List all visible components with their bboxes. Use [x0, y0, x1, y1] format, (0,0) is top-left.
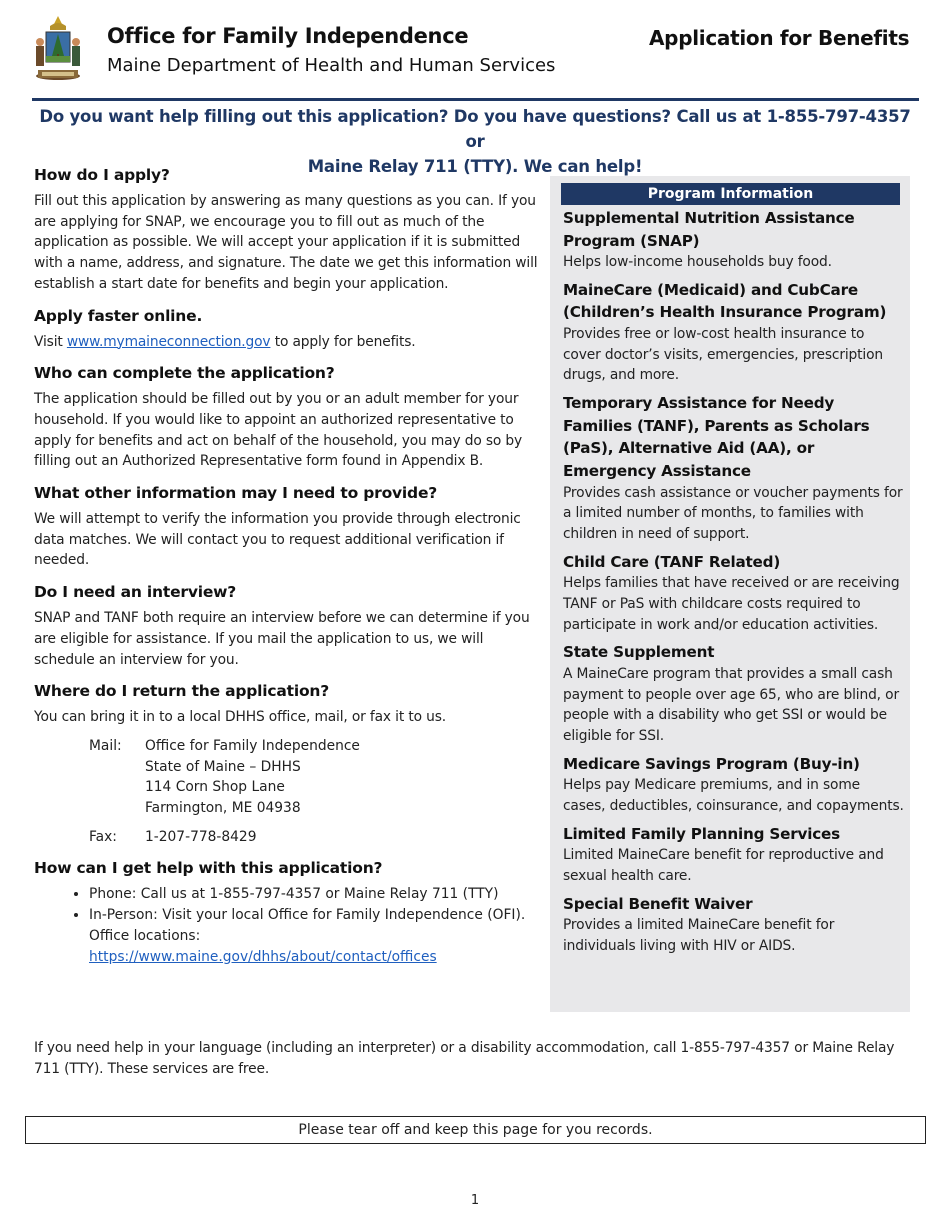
org-subtitle: Maine Department of Health and Human Services: [107, 55, 556, 76]
program-description: Helps pay Medicare premiums, and in some cases, deductibles, coinsurance, and copayments.: [563, 777, 904, 815]
return-heading: Where do I return the application?: [34, 682, 330, 701]
application-title: Application for Benefits: [649, 26, 910, 50]
program-item: [563, 207, 905, 273]
who-text: The application should be filled out by you or an adult member for your household. If you would like to appoint an authorized representative to apply for benefits and act on behalf of the household, you may do so by filling out an Authorized Representative form found in Appendix B.: [34, 391, 523, 470]
help-heading: How can I get help with this application?: [34, 859, 383, 878]
program-item: [563, 823, 905, 887]
mail-address: [89, 736, 542, 819]
tear-off-notice: Please tear off and keep this page for you records.: [25, 1116, 926, 1144]
info-heading: What other information may I need to provide?: [34, 484, 438, 503]
mail-line: Office for Family Independence: [145, 737, 360, 754]
program-title: MaineCare (Medicaid) and CubCare (Children’s Health Insurance Program): [563, 280, 887, 322]
program-title: State Supplement: [563, 643, 715, 662]
online-heading: Apply faster online.: [34, 306, 203, 325]
program-title: Special Benefit Waiver: [563, 894, 753, 913]
mail-lines: [145, 736, 360, 819]
mail-label: Mail:: [89, 737, 122, 754]
header-divider: [32, 98, 919, 101]
program-item: [563, 641, 905, 746]
program-item: [563, 551, 905, 636]
program-title: Medicare Savings Program (Buy-in): [563, 754, 860, 773]
help-banner-line-1: Do you want help filling out this application? Do you have questions? Call us at 1-855-797-4357 or: [39, 107, 911, 151]
program-title: Supplemental Nutrition Assistance Program (SNAP): [563, 209, 855, 250]
online-text: [34, 332, 542, 353]
return-text: You can bring it in to a local DHHS office, mail, or fax it to us.: [34, 709, 447, 726]
program-title: Child Care (TANF Related): [563, 552, 781, 571]
help-inperson-item: [89, 905, 542, 967]
instructions-column: [34, 162, 542, 967]
program-title: Limited Family Planning Services: [563, 824, 840, 843]
interview-heading: Do I need an interview?: [34, 583, 237, 602]
program-description: Provides free or low-cost health insurance to cover doctor’s visits, emergencies, prescription drugs, and more.: [563, 326, 883, 384]
interview-text: SNAP and TANF both require an interview before we can determine if you are eligible for assistance. If you mail the application to us, we will schedule an interview for you.: [34, 610, 530, 668]
mail-line: 114 Corn Shop Lane: [145, 779, 285, 796]
page-number: 1: [470, 1193, 480, 1208]
org-title: Office for Family Independence: [107, 24, 469, 48]
info-text: We will attempt to verify the information you provide through electronic data matches. We will contact you to request additional verification if needed.: [34, 511, 521, 569]
fax-label: Fax:: [89, 828, 117, 845]
help-phone-item: • Phone: Call us at 1-855-797-4357 or Maine Relay 711 (TTY): [89, 884, 542, 905]
online-suffix: to apply for benefits.: [270, 333, 416, 350]
language-assistance-note: If you need help in your language (including an interpreter) or a disability accommodation, call 1-855-797-4357 or Maine Relay 711 (TTY). These services are free.: [34, 1040, 895, 1077]
program-list: [563, 207, 905, 963]
online-prefix: Visit: [34, 333, 67, 350]
mail-line: Farmington, ME 04938: [145, 800, 301, 817]
program-description: A MaineCare program that provides a small cash payment to people over age 65, who are blind, or people with a disability who get SSI or would be eligible for SSI.: [563, 665, 899, 745]
state-seal-icon: [26, 14, 90, 84]
apply-heading: How do I apply?: [34, 166, 170, 184]
program-information-panel: [550, 176, 910, 1012]
program-item: [563, 279, 905, 386]
apply-text: Fill out this application by answering as many questions as you can. If you are applying for SNAP, we encourage you to fill out as much of the application as possible. We will accept your application if it is submitted with a name, address, and signature. The date we get this information will establish a start date for benefits and begin your application.: [34, 193, 538, 292]
help-banner-line-2: Maine Relay 711 (TTY). We can help!: [307, 157, 643, 176]
program-description: Helps families that have received or are receiving TANF or PaS with childcare costs required to participate in work and/or education activities.: [563, 575, 900, 633]
program-title: Temporary Assistance for Needy Families (TANF), Parents as Scholars (PaS), Alternative Aid (AA), or Emergency Assistance: [563, 394, 870, 480]
program-description: Provides cash assistance or voucher payments for a limited number of months, to families with children in need of support.: [563, 484, 903, 542]
help-inperson-text: In-Person: Visit your local Office for Family Independence (OFI). Office locations:: [89, 907, 526, 944]
mail-line: State of Maine – DHHS: [145, 758, 301, 775]
program-item: [563, 753, 905, 817]
program-description: Provides a limited MaineCare benefit for individuals living with HIV or AIDS.: [563, 917, 835, 955]
program-description: Helps low-income households buy food.: [563, 254, 832, 271]
program-item: [563, 893, 905, 957]
who-heading: Who can complete the application?: [34, 364, 335, 383]
program-item: [563, 392, 905, 544]
program-description: Limited MaineCare benefit for reproductive and sexual health care.: [563, 847, 884, 885]
help-list: [34, 884, 542, 967]
mymaineconnection-link[interactable]: www.mymaineconnection.gov: [66, 333, 271, 350]
program-information-header: Program Information: [561, 183, 900, 205]
fax-number: [89, 827, 542, 848]
fax-value: 1-207-778-8429: [145, 828, 257, 845]
office-locations-link[interactable]: https://www.maine.gov/dhhs/about/contact/offices: [89, 948, 437, 965]
